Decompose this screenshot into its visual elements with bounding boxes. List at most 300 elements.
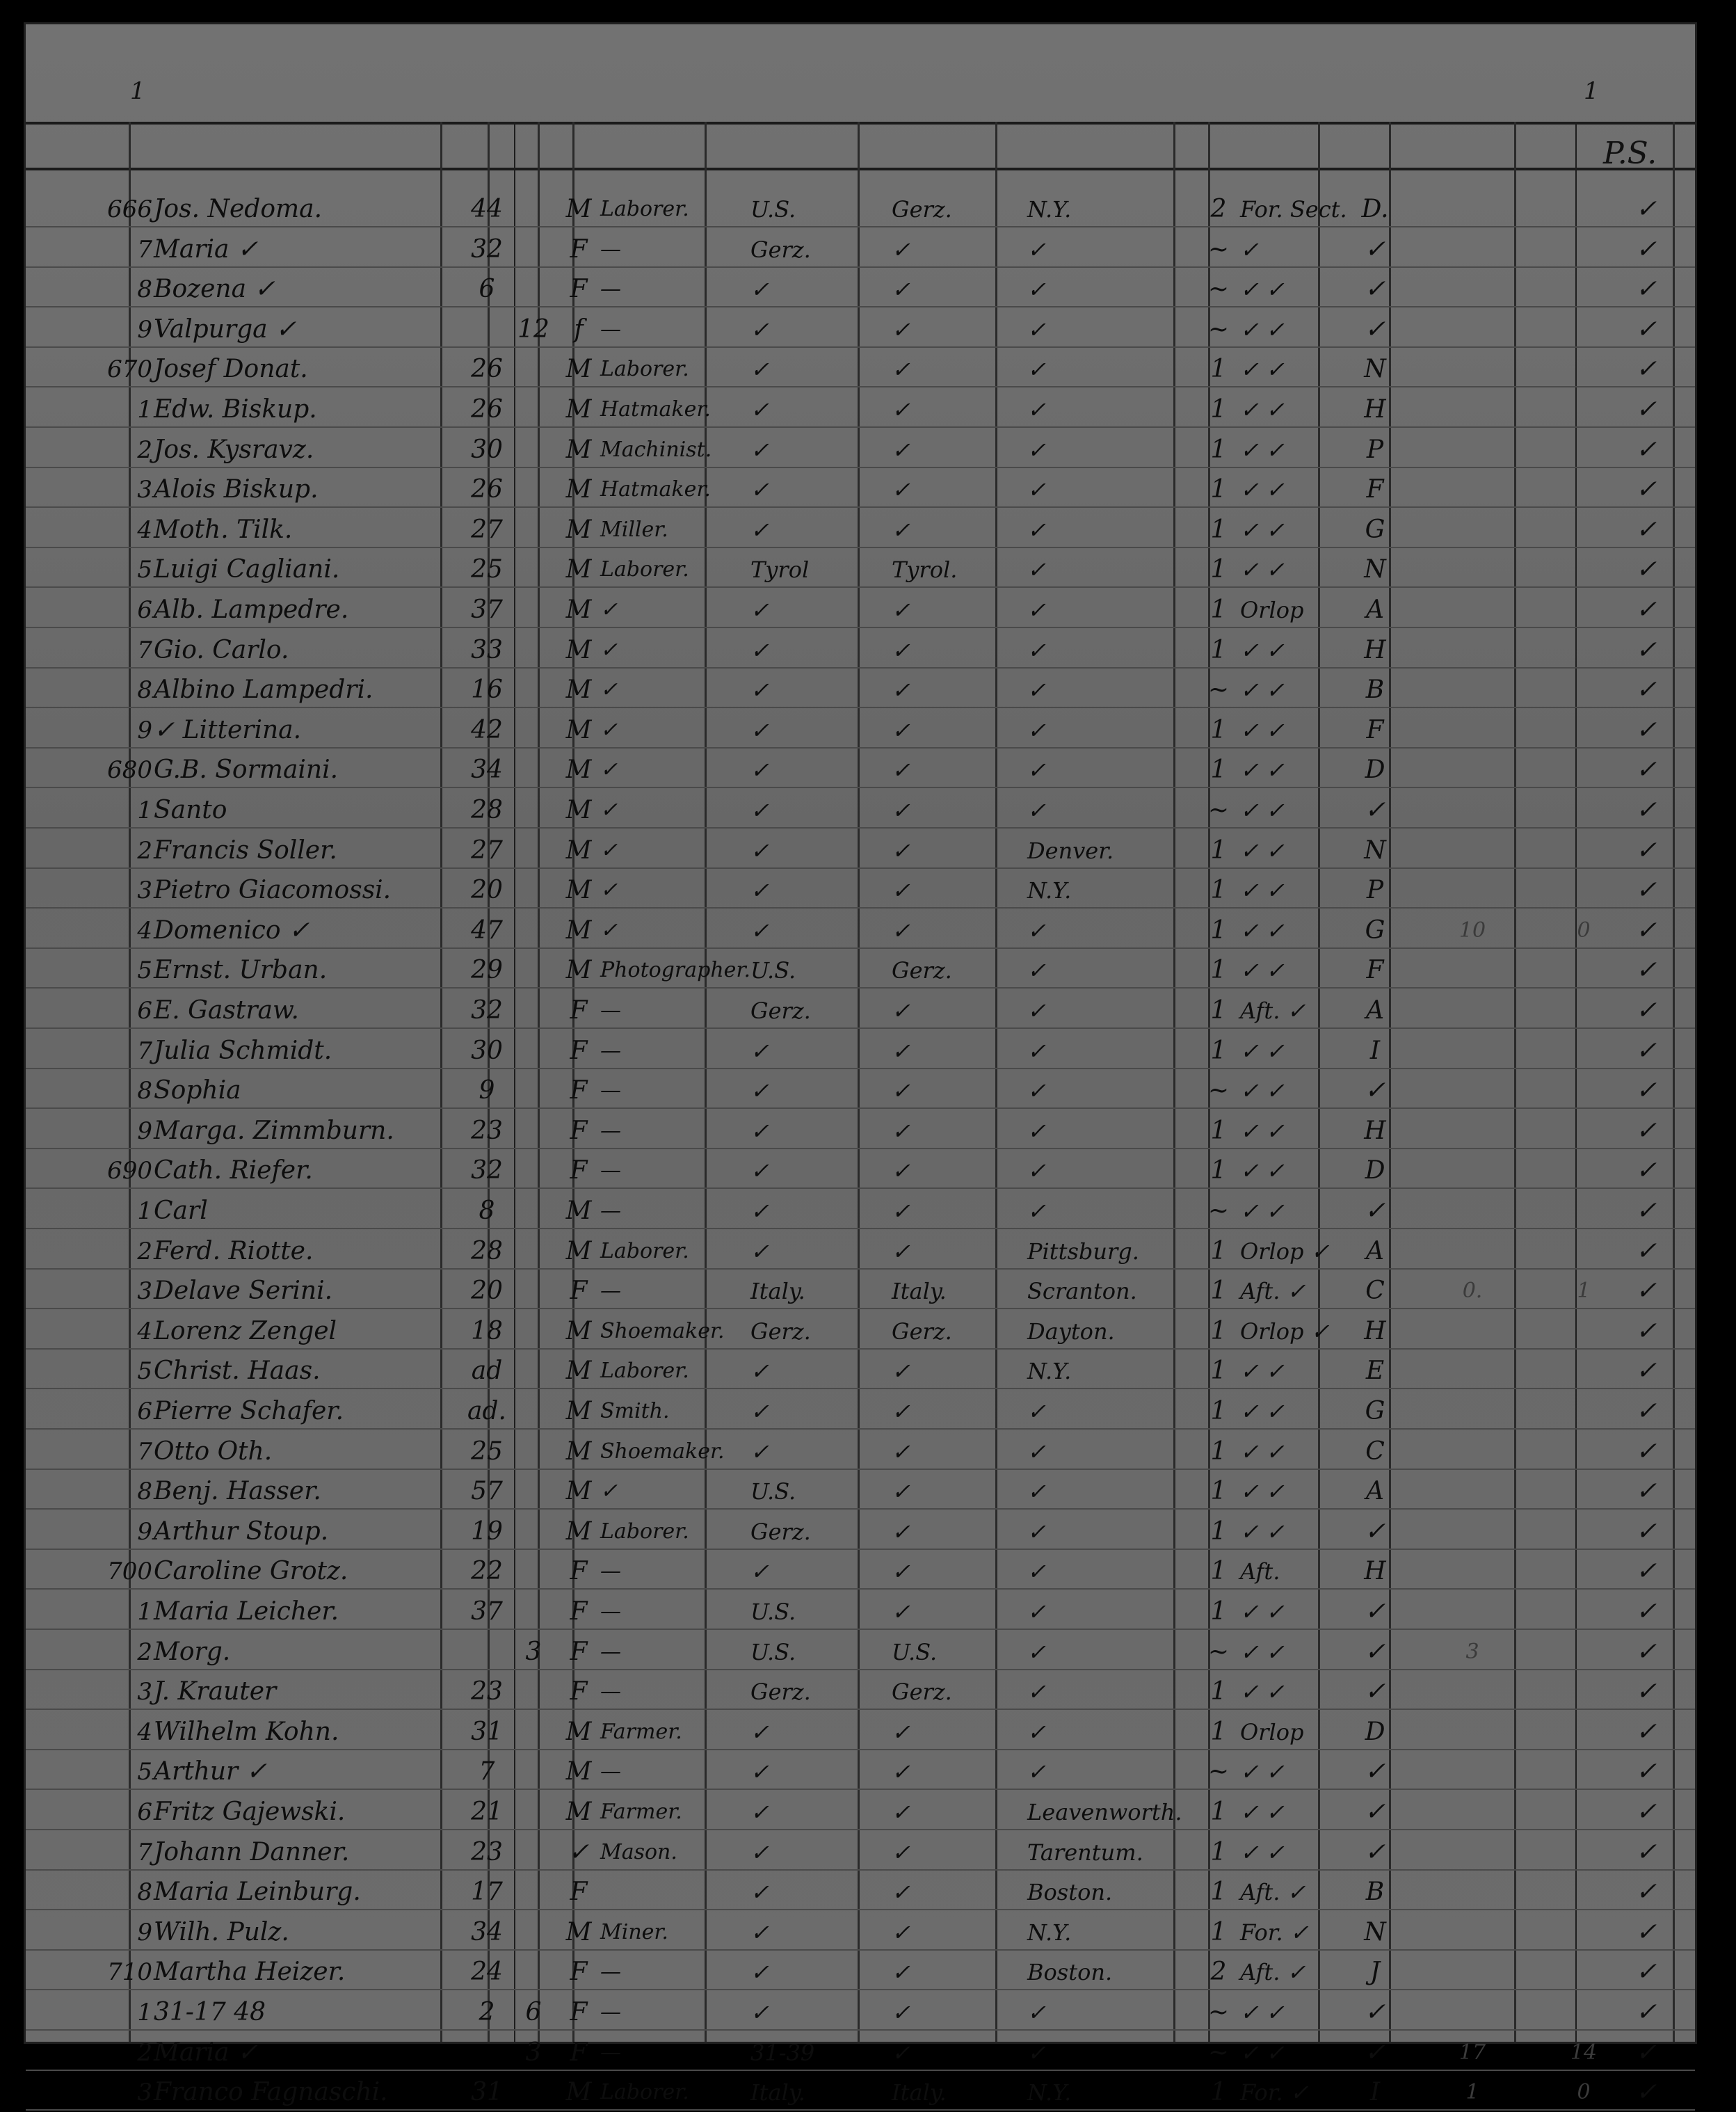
table-row [26, 511, 1695, 550]
destination: ✓ [1027, 1078, 1046, 1104]
entry-number: 9 [137, 1518, 152, 1546]
location-on-ship: Aft. ✓ [1240, 1959, 1306, 1985]
ps-check: ✓ [1635, 2038, 1657, 2067]
pencil-note [1438, 1993, 1507, 2032]
nationality: Gerz. [750, 1679, 811, 1705]
last-residence: ✓ [892, 1799, 910, 1825]
location-on-ship: For. ✓ [1240, 2079, 1309, 2106]
nationality: ✓ [750, 838, 769, 864]
destination: ✓ [1027, 1439, 1046, 1465]
nationality: ✓ [750, 1959, 769, 1985]
ps-check: ✓ [1635, 1437, 1657, 1466]
entry-number: 690 [107, 1157, 152, 1185]
table-row [26, 751, 1695, 790]
piece-count: ~ [1207, 1076, 1230, 1105]
occupation: ✓ [600, 758, 618, 782]
section-letter: A [1366, 595, 1384, 624]
sex: M [565, 716, 592, 744]
destination: ✓ [1027, 317, 1046, 343]
row-rule [26, 386, 1695, 387]
passenger-name: Josef Donat. [154, 355, 308, 383]
sex: M [565, 1798, 592, 1826]
location-on-ship: ✓ ✓ [1240, 1478, 1285, 1505]
table-row [26, 431, 1695, 470]
location-on-ship: ✓ ✓ [1240, 2040, 1285, 2066]
occupation: Photographer. [600, 958, 750, 982]
pencil-note: 3 [1465, 1640, 1479, 1664]
location-on-ship: Aft. [1240, 1558, 1280, 1585]
entry-number: 7 [137, 637, 152, 664]
age-months [513, 470, 554, 509]
sex: F [570, 1677, 588, 1706]
pencil-note [1438, 1953, 1507, 1992]
age-months [513, 831, 554, 870]
sex: M [565, 675, 592, 704]
destination: ✓ [1027, 597, 1046, 623]
destination: ✓ [1027, 1118, 1046, 1144]
ps-check: ✓ [1635, 595, 1657, 624]
table-row [26, 1752, 1695, 1791]
location-on-ship: ✓ ✓ [1240, 437, 1285, 463]
pencil-note-2 [1549, 1552, 1618, 1591]
last-residence: ✓ [892, 1719, 910, 1745]
passenger-name: Albino Lampedri. [154, 675, 373, 704]
nationality: ✓ [750, 1038, 769, 1064]
entry-number: 700 [107, 1558, 152, 1585]
pencil-note-2 [1549, 1592, 1618, 1631]
passenger-name: Christ. Haas. [154, 1357, 321, 1385]
age-months [513, 1713, 554, 1752]
age-years: 23 [471, 1677, 503, 1706]
last-residence: ✓ [892, 1558, 910, 1585]
table-row [26, 390, 1695, 429]
row-rule [26, 1228, 1695, 1229]
row-rule [26, 1829, 1695, 1830]
pencil-note [1438, 390, 1507, 429]
table-row [26, 350, 1695, 389]
location-on-ship: ✓ ✓ [1240, 356, 1285, 383]
occupation: ✓ [600, 798, 618, 822]
ps-check: ✓ [1635, 1277, 1657, 1305]
pencil-note [1438, 951, 1507, 990]
location-on-ship: Aft. ✓ [1240, 998, 1306, 1024]
passenger-name: Jos. Kysravz. [154, 435, 314, 464]
ps-check: ✓ [1635, 515, 1657, 544]
entry-number: 5 [137, 1758, 152, 1786]
occupation: — [600, 998, 621, 1023]
passenger-name: Cath. Riefer. [154, 1156, 313, 1185]
occupation: — [600, 277, 621, 301]
sex: F [570, 1958, 588, 1986]
entry-number: 4 [137, 917, 152, 945]
passenger-name: Alb. Lampedre. [154, 595, 349, 624]
nationality: ✓ [750, 1158, 769, 1184]
ps-check: ✓ [1635, 1677, 1657, 1706]
piece-count: 1 [1210, 876, 1227, 904]
section-letter: C [1365, 1437, 1385, 1466]
ps-check: ✓ [1635, 315, 1657, 344]
pencil-note-2 [1549, 831, 1618, 870]
piece-count: 1 [1210, 1918, 1227, 1946]
last-residence: ✓ [892, 1999, 910, 2026]
pencil-note [1438, 550, 1507, 589]
ps-check: ✓ [1635, 1037, 1657, 1065]
row-rule [26, 1027, 1695, 1029]
last-residence: ✓ [892, 2040, 910, 2066]
section-letter: N [1364, 355, 1386, 383]
nationality: ✓ [750, 437, 769, 463]
table-row [26, 671, 1695, 710]
row-rule [26, 1268, 1695, 1270]
section-letter: H [1364, 636, 1386, 664]
ps-check: ✓ [1635, 1838, 1657, 1866]
pencil-note [1438, 1592, 1507, 1631]
nationality: ✓ [750, 918, 769, 944]
passenger-name: Martha Heizer. [154, 1958, 346, 1986]
destination: Scranton. [1027, 1278, 1137, 1304]
destination: ✓ [1027, 677, 1046, 703]
passenger-name: E. Gastraw. [154, 996, 299, 1025]
last-residence: ✓ [892, 1879, 910, 1905]
nationality: ✓ [750, 757, 769, 783]
destination: ✓ [1027, 437, 1046, 463]
row-rule [26, 1629, 1695, 1630]
section-letter: ✓ [1364, 1597, 1386, 1626]
occupation: — [600, 2000, 621, 2024]
age-months [513, 791, 554, 830]
row-rule [26, 1428, 1695, 1430]
nationality: ✓ [750, 597, 769, 623]
occupation: Laborer. [600, 357, 689, 381]
occupation: Hatmaker. [600, 397, 711, 422]
row-rule [26, 506, 1695, 508]
table-row [26, 1713, 1695, 1752]
piece-count: 1 [1210, 1838, 1227, 1866]
passenger-name: Caroline Grotz. [154, 1557, 348, 1585]
passenger-name: Pierre Schafer. [154, 1397, 344, 1425]
section-letter: F [1366, 956, 1384, 984]
age-years: 37 [471, 1597, 503, 1626]
table-row [26, 791, 1695, 830]
table-row [26, 190, 1695, 229]
pencil-note-2 [1549, 270, 1618, 309]
pencil-note [1438, 1432, 1507, 1471]
section-letter: G [1365, 515, 1385, 544]
last-residence: ✓ [892, 1599, 910, 1625]
passenger-name: Francis Soller. [154, 836, 337, 865]
last-residence: ✓ [892, 797, 910, 824]
occupation: Laborer. [600, 197, 689, 221]
location-on-ship: ✓ ✓ [1240, 1038, 1285, 1064]
pencil-note [1438, 1392, 1507, 1431]
section-letter: A [1366, 1237, 1384, 1265]
destination: ✓ [1027, 1478, 1046, 1505]
ps-check: ✓ [1635, 1878, 1657, 1906]
pencil-note-2 [1549, 1472, 1618, 1511]
sex: M [565, 1437, 592, 1466]
age-months [513, 751, 554, 790]
entry-number: 4 [137, 1718, 152, 1746]
age-years: 29 [471, 956, 503, 984]
pencil-note [1438, 1032, 1507, 1071]
passenger-name: J. Krauter [154, 1677, 277, 1706]
piece-count: 1 [1210, 1677, 1227, 1706]
occupation: ✓ [600, 598, 618, 622]
last-residence: ✓ [892, 1759, 910, 1785]
passenger-name: Marga. Zimmburn. [154, 1117, 394, 1145]
ps-check: ✓ [1635, 1237, 1657, 1265]
pencil-note [1438, 470, 1507, 509]
sex: F [570, 275, 588, 303]
section-letter: I [1369, 2078, 1381, 2106]
passenger-name: Ernst. Urban. [154, 956, 328, 984]
pencil-note-2 [1549, 1873, 1618, 1912]
entry-number: 7 [137, 236, 152, 264]
age-years: 30 [471, 1037, 503, 1065]
nationality: ✓ [750, 397, 769, 423]
ps-column-label: P.S. [1603, 136, 1657, 171]
occupation: Smith. [600, 1399, 670, 1423]
pencil-note-2 [1549, 230, 1618, 269]
section-letter: ✓ [1364, 1677, 1386, 1706]
age-years: 19 [471, 1517, 503, 1546]
pencil-note-2 [1549, 1633, 1618, 1672]
section-letter: ✓ [1364, 315, 1386, 344]
table-row [26, 1071, 1695, 1110]
table-row [26, 1232, 1695, 1271]
table-row [26, 270, 1695, 309]
entry-number: 6 [137, 1398, 152, 1425]
destination: ✓ [1027, 957, 1046, 984]
location-on-ship: ✓ ✓ [1240, 517, 1285, 543]
header-rule [26, 122, 1695, 125]
section-letter: ✓ [1364, 1638, 1386, 1666]
row-rule [26, 707, 1695, 708]
nationality: ✓ [750, 517, 769, 543]
table-row [26, 911, 1695, 950]
nationality: ✓ [750, 797, 769, 824]
nationality: ✓ [750, 1999, 769, 2026]
occupation: ✓ [600, 918, 618, 943]
pencil-note [1438, 831, 1507, 870]
row-rule [26, 547, 1695, 548]
entry-number: 9 [137, 1117, 152, 1145]
age-years: 9 [479, 1076, 495, 1105]
pencil-note-2 [1549, 1752, 1618, 1791]
row-rule [26, 787, 1695, 788]
occupation [600, 1873, 746, 1912]
location-on-ship: ✓ ✓ [1240, 557, 1285, 583]
entry-number: 670 [107, 355, 152, 383]
destination: ✓ [1027, 717, 1046, 744]
section-letter: D [1365, 1718, 1385, 1746]
row-rule [26, 627, 1695, 628]
occupation: Shoemaker. [600, 1439, 725, 1464]
ps-check: ✓ [1635, 1477, 1657, 1505]
row-rule [26, 747, 1695, 749]
age-months [513, 1472, 554, 1511]
pencil-note [1438, 1232, 1507, 1271]
section-letter: P [1366, 435, 1384, 464]
nationality: ✓ [750, 477, 769, 503]
pencil-note-2: 1 [1577, 1279, 1591, 1303]
pencil-note-2 [1549, 1672, 1618, 1711]
occupation: — [600, 1279, 621, 1303]
pencil-note-2 [1549, 631, 1618, 670]
age-years: 17 [471, 1878, 503, 1906]
section-letter: H [1364, 1117, 1386, 1145]
section-letter: ✓ [1364, 1798, 1386, 1826]
sex: M [565, 195, 592, 223]
ps-check: ✓ [1635, 1397, 1657, 1425]
last-residence: ✓ [892, 1038, 910, 1064]
location-on-ship: ✓ ✓ [1240, 1158, 1285, 1184]
piece-count: 1 [1210, 515, 1227, 544]
entry-number: 2 [137, 1238, 152, 1265]
piece-count: 1 [1210, 1798, 1227, 1826]
ps-check: ✓ [1635, 675, 1657, 704]
sex: M [565, 1918, 592, 1946]
entry-number: 2 [137, 436, 152, 464]
age-months [513, 1873, 554, 1912]
pencil-note [1438, 1672, 1507, 1711]
last-residence: ✓ [892, 1959, 910, 1985]
age-months: 3 [525, 2038, 542, 2067]
last-residence: ✓ [892, 918, 910, 944]
last-residence: ✓ [892, 677, 910, 703]
destination: ✓ [1027, 1519, 1046, 1545]
nationality: ✓ [750, 1919, 769, 1946]
location-on-ship: ✓ ✓ [1240, 1439, 1285, 1465]
pencil-note [1438, 631, 1507, 670]
occupation: ✓ [600, 1479, 618, 1503]
row-rule [26, 1469, 1695, 1470]
section-letter: H [1364, 1317, 1386, 1345]
age-years: 6 [479, 275, 495, 303]
piece-count: ~ [1207, 796, 1230, 824]
location-on-ship: ✓ ✓ [1240, 397, 1285, 423]
piece-count: 1 [1210, 1878, 1227, 1906]
sex: M [565, 1317, 592, 1345]
age-years: 32 [471, 235, 503, 264]
table-row [26, 1392, 1695, 1431]
nationality: ✓ [750, 1799, 769, 1825]
last-residence: ✓ [892, 838, 910, 864]
entry-number: 4 [137, 1318, 152, 1345]
ps-check: ✓ [1635, 1958, 1657, 1986]
sex: F [570, 1597, 588, 1626]
passenger-name: Wilh. Pulz. [154, 1918, 289, 1946]
destination: Tarentum. [1027, 1839, 1143, 1866]
destination: ✓ [1027, 1158, 1046, 1184]
pencil-note-2 [1549, 671, 1618, 710]
section-letter: C [1365, 1277, 1385, 1305]
table-row [26, 1913, 1695, 1952]
destination: ✓ [1027, 757, 1046, 783]
age-years [463, 2033, 511, 2072]
pencil-note: 0. [1462, 1279, 1483, 1303]
pencil-note [1438, 1713, 1507, 1752]
section-letter: ✓ [1364, 796, 1386, 824]
age-months [513, 190, 554, 229]
pencil-note [1438, 1192, 1507, 1231]
pencil-note: 17 [1458, 2040, 1486, 2065]
last-residence: ✓ [892, 1439, 910, 1465]
last-residence: ✓ [892, 597, 910, 623]
age-years: 20 [471, 1277, 503, 1305]
header-mark-right: 1 [1584, 77, 1599, 105]
location-on-ship: ✓ ✓ [1240, 877, 1285, 904]
entry-number: 3 [137, 1277, 152, 1305]
ps-check: ✓ [1635, 956, 1657, 984]
piece-count: ~ [1207, 1757, 1230, 1786]
section-letter: E [1365, 1357, 1385, 1385]
passenger-name: Julia Schmidt. [154, 1037, 332, 1065]
row-rule [26, 947, 1695, 949]
pencil-note-2 [1549, 1112, 1618, 1151]
age-months [513, 591, 554, 630]
passenger-name: Alois Biskup. [154, 475, 319, 504]
row-rule [26, 306, 1695, 307]
piece-count: ~ [1207, 315, 1230, 344]
table-row [26, 871, 1695, 910]
table-row [26, 991, 1695, 1030]
age-years: 23 [471, 1838, 503, 1866]
occupation: — [600, 1119, 621, 1143]
age-months [513, 1312, 554, 1351]
piece-count: 1 [1210, 716, 1227, 744]
location-on-ship: ✓ ✓ [1240, 1519, 1285, 1545]
destination: ✓ [1027, 1198, 1046, 1224]
location-on-ship: ✓ ✓ [1240, 1639, 1285, 1665]
passenger-name: Ferd. Riotte. [154, 1237, 314, 1265]
table-row [26, 1672, 1695, 1711]
pencil-note-2 [1549, 1032, 1618, 1071]
sex: M [565, 1757, 592, 1786]
sex: F [570, 2038, 588, 2067]
row-rule [26, 1909, 1695, 1910]
age-years [463, 310, 511, 349]
age-years: 25 [471, 1437, 503, 1466]
occupation: ✓ [600, 878, 618, 902]
pencil-note [1438, 1913, 1507, 1952]
last-residence: ✓ [892, 637, 910, 664]
row-rule [26, 1107, 1695, 1109]
piece-count: ~ [1207, 2038, 1230, 2067]
entry-number: 3 [137, 1678, 152, 1706]
nationality: ✓ [750, 276, 769, 303]
sex: M [565, 1718, 592, 1746]
location-on-ship: ✓ ✓ [1240, 957, 1285, 984]
sex: F [570, 235, 588, 264]
location-on-ship: ✓ ✓ [1240, 1118, 1285, 1144]
pencil-note [1438, 1752, 1507, 1791]
occupation: — [600, 1199, 621, 1223]
passenger-name: Maria ✓ [154, 235, 259, 264]
section-letter: ✓ [1364, 1197, 1386, 1225]
location-on-ship: ✓ ✓ [1240, 1759, 1285, 1785]
nationality: ✓ [750, 1358, 769, 1384]
destination: ✓ [1027, 356, 1046, 383]
ps-check: ✓ [1635, 876, 1657, 904]
occupation: Farmer. [600, 1720, 682, 1744]
occupation: Mason. [600, 1840, 677, 1864]
entry-number: 4 [137, 516, 152, 544]
pencil-note-2 [1549, 991, 1618, 1030]
row-rule [26, 907, 1695, 909]
age-years: 28 [471, 1237, 503, 1265]
piece-count: 1 [1210, 595, 1227, 624]
